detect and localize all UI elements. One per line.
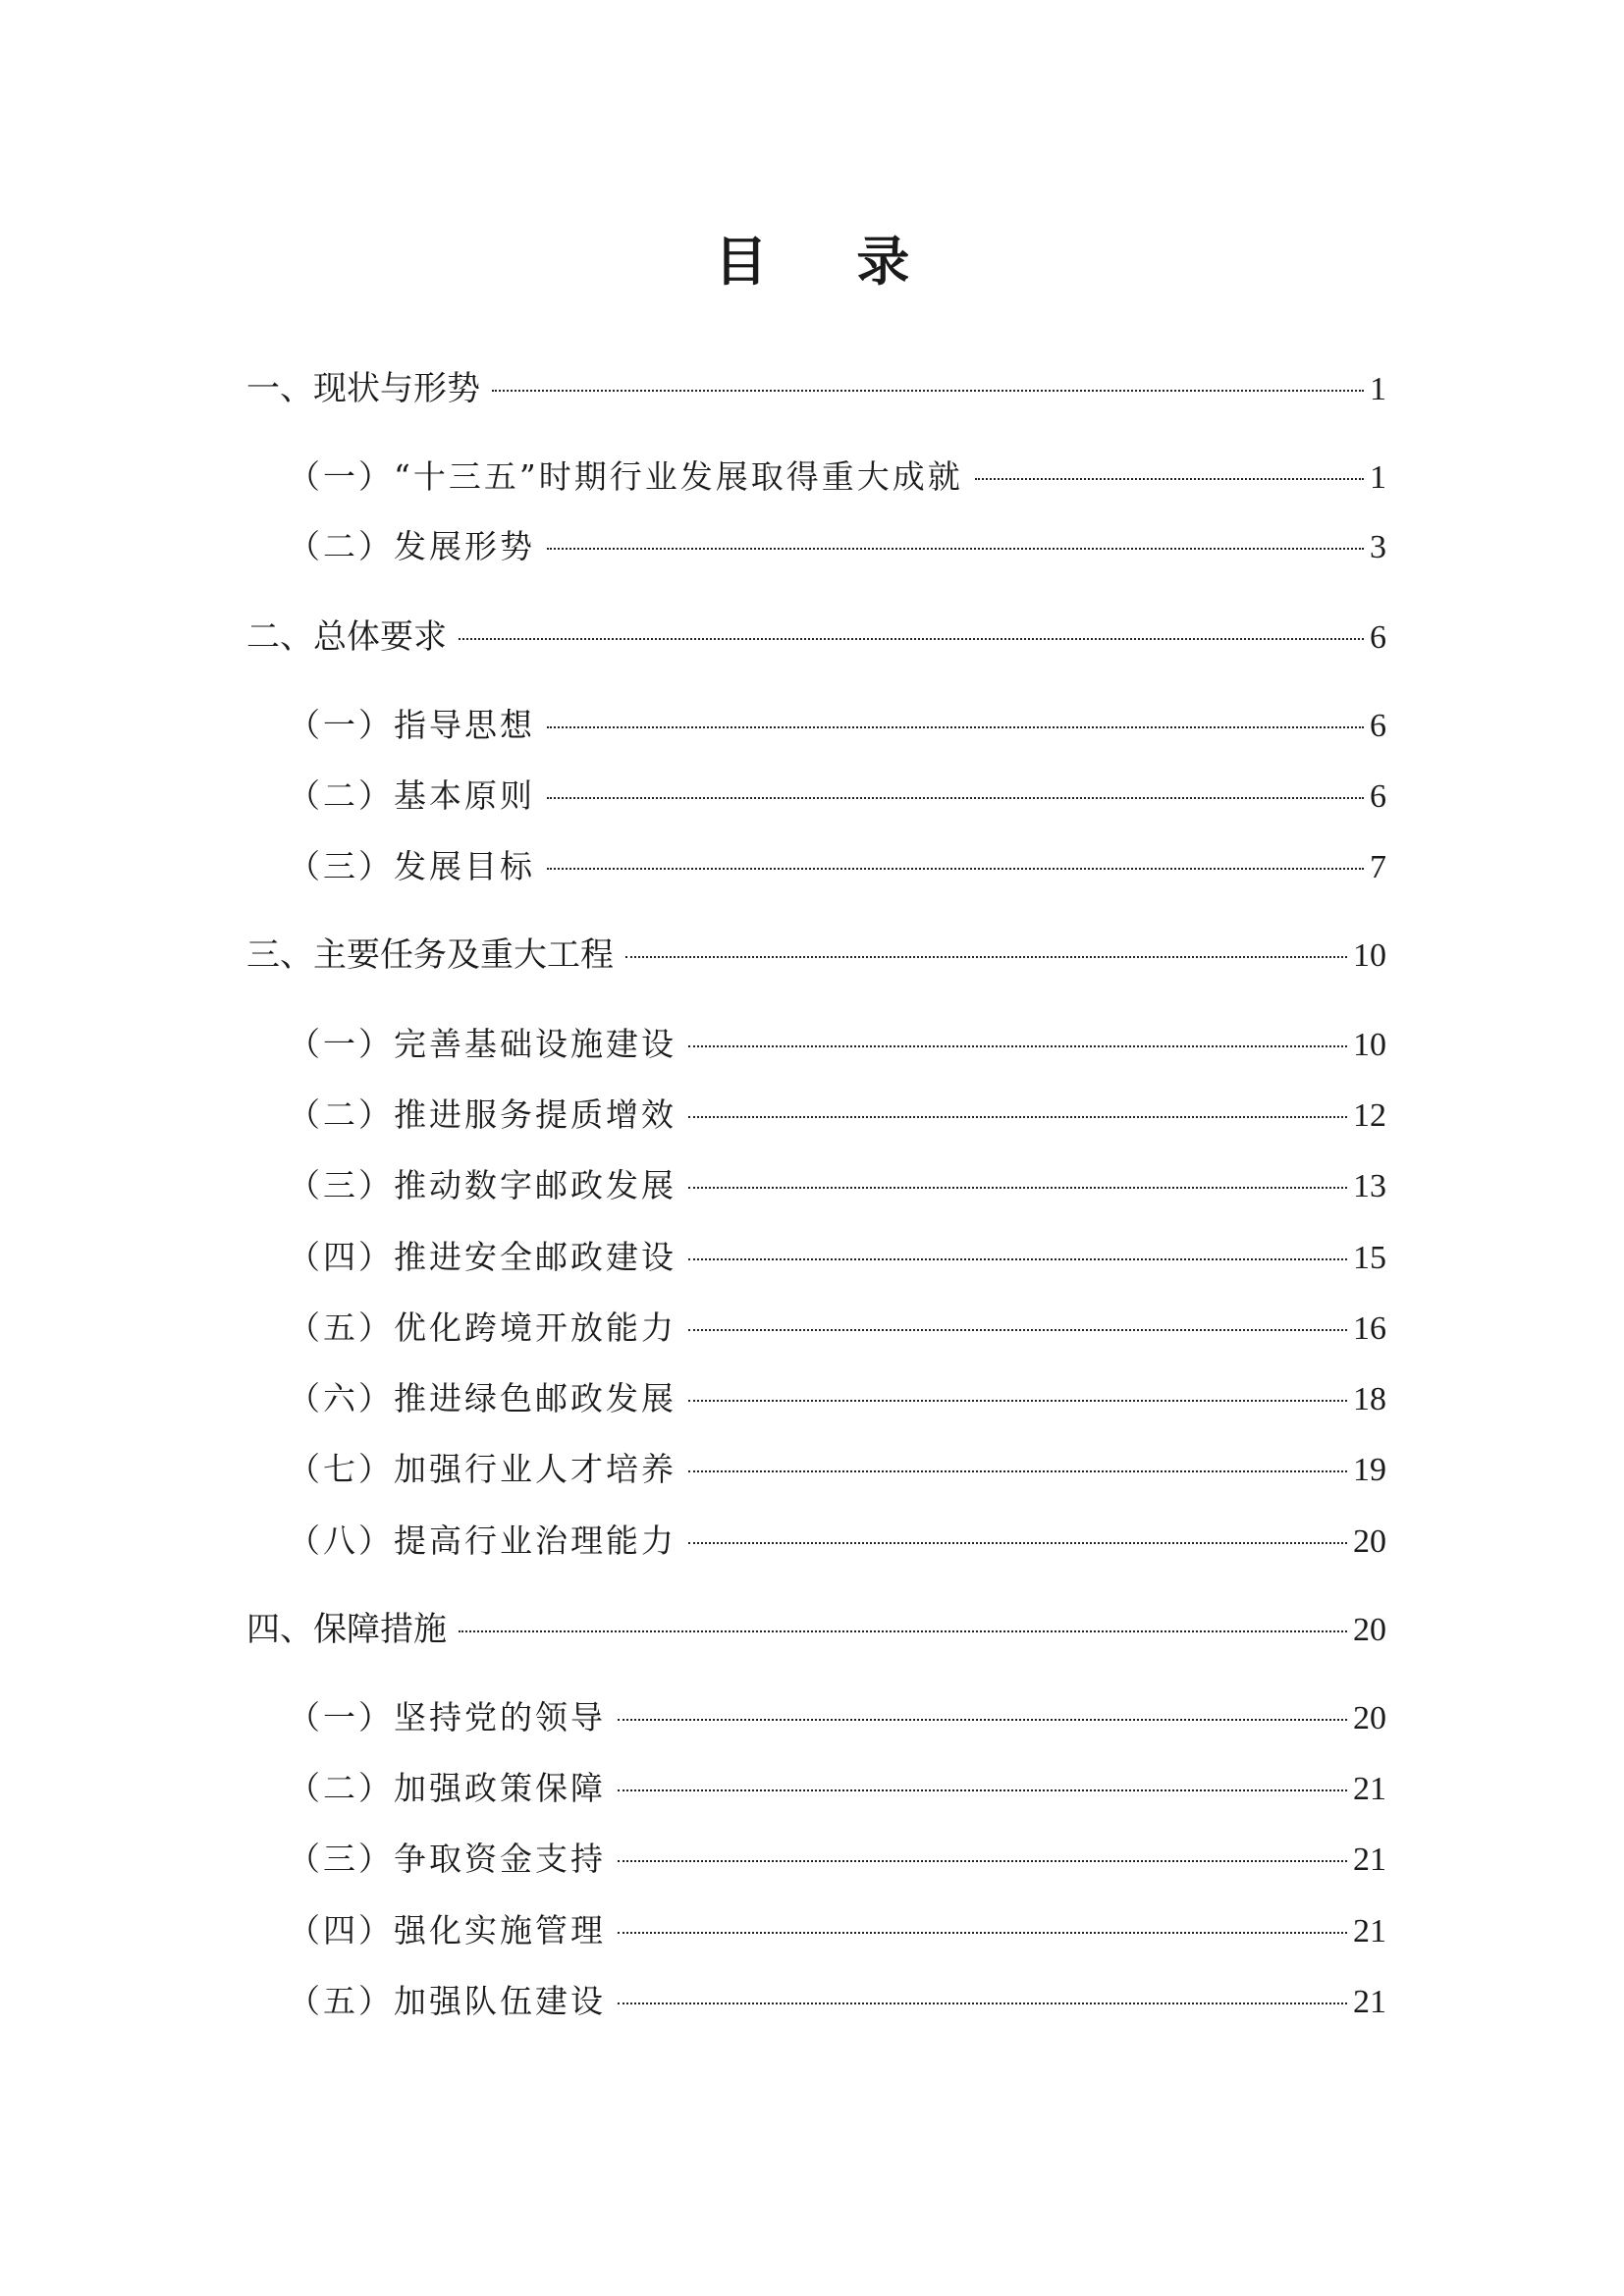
toc-page-number: 6 — [1370, 619, 1386, 656]
toc-entry[interactable] — [288, 1374, 1386, 1423]
toc-dot-leader — [492, 390, 1364, 392]
toc-entry-label: 三、主要任务及重大工程 — [246, 935, 614, 975]
toc-dot-leader — [618, 2002, 1347, 2004]
toc-page-number: 19 — [1353, 1452, 1386, 1488]
toc-dot-leader — [618, 1860, 1347, 1862]
toc-entry-label: （六）推进绿色邮政发展 — [288, 1379, 677, 1417]
toc-entry-label: （三）推动数字邮政发展 — [288, 1166, 677, 1204]
toc-entry[interactable] — [288, 1445, 1386, 1494]
toc-entry[interactable] — [288, 701, 1386, 750]
toc-page-number: 18 — [1353, 1381, 1386, 1417]
toc-entry[interactable] — [288, 1693, 1386, 1742]
toc-page-number: 20 — [1353, 1700, 1386, 1736]
toc-entry[interactable] — [288, 522, 1386, 571]
toc-entry-label: （四）强化实施管理 — [288, 1911, 606, 1949]
toc-entry-label: （二）发展形势 — [288, 527, 535, 565]
toc-page-number: 21 — [1353, 1913, 1386, 1949]
toc-page-number: 6 — [1370, 708, 1386, 744]
page-title: 目 录 — [714, 230, 946, 293]
toc-entry[interactable] — [288, 842, 1386, 891]
toc-entry[interactable] — [288, 1091, 1386, 1140]
toc-entry-label: （三）争取资金支持 — [288, 1840, 606, 1878]
toc-entry[interactable] — [246, 364, 1386, 413]
toc-entry[interactable] — [288, 772, 1386, 821]
toc-dot-leader — [618, 1719, 1347, 1721]
toc-entry-label: 一、现状与形势 — [246, 369, 480, 408]
toc-entry-label: （一）“十三五”时期行业发展取得重大成就 — [288, 457, 963, 496]
toc-entry-label: （二）加强政策保障 — [288, 1769, 606, 1807]
toc-entry-label: （四）推进安全邮政建设 — [288, 1238, 677, 1276]
toc-dot-leader — [688, 1187, 1347, 1189]
toc-entry[interactable] — [288, 1233, 1386, 1282]
toc-dot-leader — [688, 1542, 1347, 1544]
toc-page-number: 3 — [1370, 529, 1386, 565]
toc-dot-leader — [547, 868, 1364, 870]
toc-dot-leader — [688, 1400, 1347, 1402]
toc-page-number: 6 — [1370, 778, 1386, 815]
toc-page-number: 20 — [1353, 1523, 1386, 1560]
toc-entry-label: 四、保障措施 — [246, 1610, 447, 1649]
toc-dot-leader — [459, 1630, 1347, 1632]
toc-entry[interactable] — [288, 1835, 1386, 1884]
toc-dot-leader — [618, 1789, 1347, 1791]
toc-page-number: 16 — [1353, 1310, 1386, 1347]
toc-entry-label: （七）加强行业人才培养 — [288, 1450, 677, 1488]
toc-page-number: 1 — [1370, 371, 1386, 407]
toc-dot-leader — [688, 1045, 1347, 1047]
toc-dot-leader — [688, 1258, 1347, 1260]
toc-page-number: 21 — [1353, 1842, 1386, 1878]
toc-entry-label: （一）坚持党的领导 — [288, 1698, 606, 1736]
toc-dot-leader — [547, 726, 1364, 728]
toc-dot-leader — [688, 1329, 1347, 1331]
toc-page-number: 10 — [1353, 1027, 1386, 1063]
toc-entry-label: （五）优化跨境开放能力 — [288, 1308, 677, 1347]
toc-entry[interactable] — [288, 1304, 1386, 1353]
toc-page-number: 21 — [1353, 1771, 1386, 1807]
toc-page-number: 13 — [1353, 1168, 1386, 1204]
toc-entry[interactable] — [288, 1977, 1386, 2026]
toc-entry[interactable] — [246, 613, 1386, 662]
toc-entry-label: （三）发展目标 — [288, 847, 535, 885]
toc-entry[interactable] — [246, 1605, 1386, 1654]
toc-page-number: 10 — [1353, 937, 1386, 974]
toc-entry[interactable] — [288, 453, 1386, 502]
toc-dot-leader — [975, 478, 1364, 480]
toc-page-number: 7 — [1370, 849, 1386, 885]
toc-entry-label: （二）推进服务提质增效 — [288, 1095, 677, 1134]
toc-dot-leader — [688, 1470, 1347, 1472]
toc-entry-label: （一）完善基础设施建设 — [288, 1025, 677, 1063]
toc-page-number: 15 — [1353, 1240, 1386, 1276]
toc-dot-leader — [459, 638, 1364, 640]
toc-entry-label: （八）提高行业治理能力 — [288, 1522, 677, 1560]
toc-entry-label: 二、总体要求 — [246, 617, 447, 657]
toc-page-number: 20 — [1353, 1612, 1386, 1648]
toc-entry[interactable] — [246, 931, 1386, 980]
toc-dot-leader — [547, 548, 1364, 550]
toc-dot-leader — [618, 1932, 1347, 1934]
toc-entry[interactable] — [288, 1161, 1386, 1210]
toc-entry[interactable] — [288, 1764, 1386, 1813]
toc-page-number: 1 — [1370, 459, 1386, 496]
toc-entry[interactable] — [288, 1906, 1386, 1955]
toc-entry-label: （五）加强队伍建设 — [288, 1982, 606, 2020]
toc-entry-label: （二）基本原则 — [288, 776, 535, 815]
toc-page-number: 21 — [1353, 1984, 1386, 2020]
toc-dot-leader — [625, 956, 1347, 958]
toc-entry-label: （一）指导思想 — [288, 706, 535, 744]
toc-dot-leader — [547, 797, 1364, 799]
toc-page-number: 12 — [1353, 1097, 1386, 1134]
toc-dot-leader — [688, 1116, 1347, 1118]
toc-entry[interactable] — [288, 1020, 1386, 1069]
toc-entry[interactable] — [288, 1517, 1386, 1566]
